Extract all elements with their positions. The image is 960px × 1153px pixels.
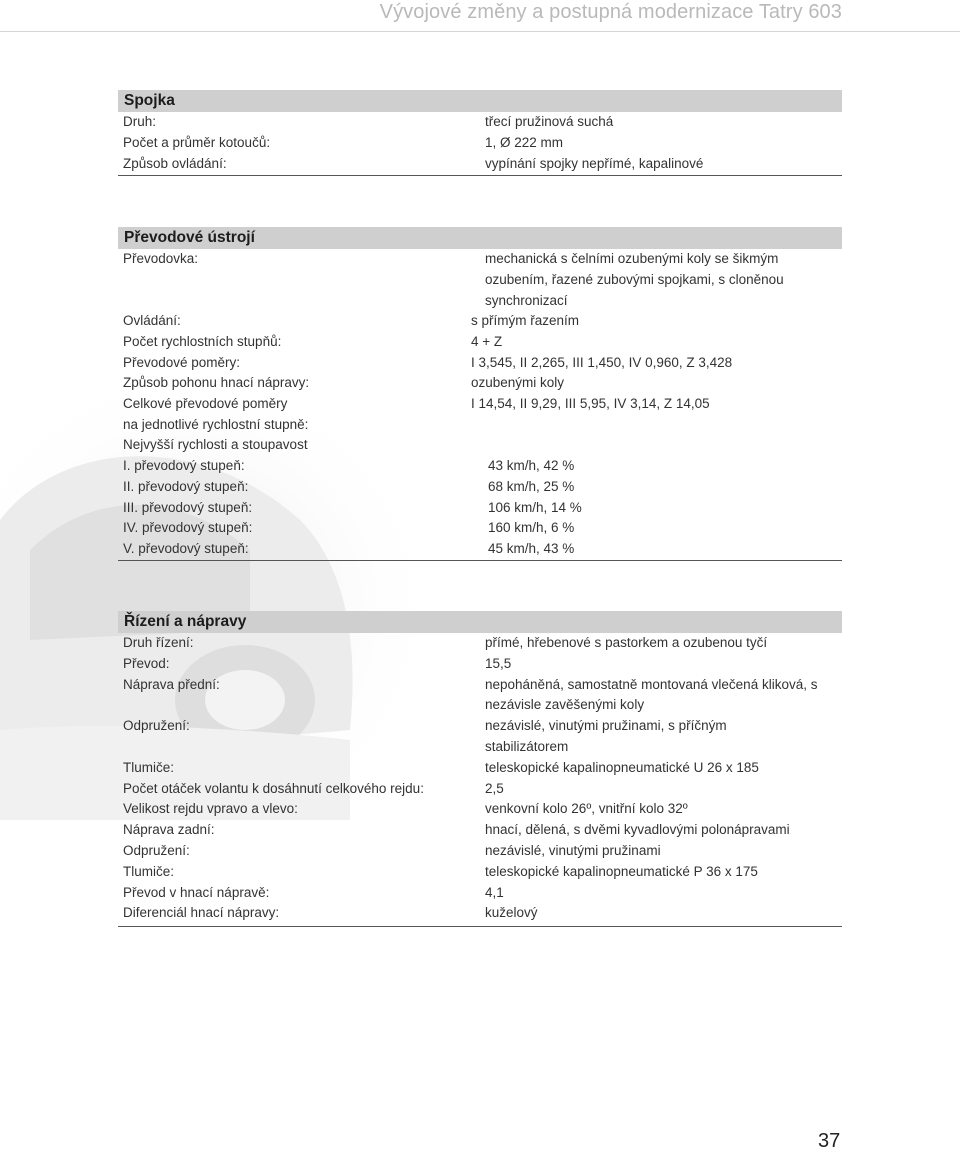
- spec-row: [118, 654, 842, 675]
- section-title: Převodové ústrojí: [118, 227, 842, 249]
- spec-label: Počet a průměr kotoučů:: [123, 134, 271, 150]
- spec-value: teleskopické kapalinopneumatické P 36 x 175: [485, 863, 758, 879]
- section-rizeni-a-napravy: [118, 611, 842, 927]
- section-title: Řízení a nápravy: [118, 611, 842, 633]
- spec-value: mechanická s čelními ozubenými koly se šikmým ozubením, řazené zubovými spojkami, s cloněnou synchronizací: [485, 251, 784, 308]
- header-rule: [0, 31, 960, 32]
- spec-label: Druh:: [123, 114, 157, 129]
- spec-label: Druh řízení:: [123, 635, 194, 650]
- spec-value: kuželový: [485, 905, 538, 921]
- spec-label: Odpružení:: [123, 718, 190, 734]
- spec-row: [118, 716, 842, 758]
- spec-value: 43 km/h, 42 %: [488, 457, 575, 473]
- spec-row: [118, 820, 842, 841]
- spec-value: nepoháněná, samostatně montovaná vlečená kliková, s nezávisle zavěšenými koly: [485, 676, 818, 713]
- spec-value: 45 km/h, 43 %: [488, 541, 575, 557]
- spec-label: Tlumiče:: [123, 759, 175, 775]
- spec-row: [118, 311, 842, 332]
- spec-row: [118, 373, 842, 394]
- spec-value: hnací, dělená, s dvěmi kyvadlovými polonápravami: [485, 822, 790, 838]
- spec-label: Převod:: [123, 655, 170, 671]
- spec-row: [118, 758, 842, 779]
- section-prevodove-ustroji: [118, 227, 842, 561]
- spec-row: [118, 799, 842, 820]
- spec-row: [118, 633, 842, 654]
- spec-value: venkovní kolo 26º, vnitřní kolo 32º: [485, 801, 688, 817]
- spec-label: Převod v hnací nápravě:: [123, 884, 270, 900]
- spec-label: V. převodový stupeň:: [123, 541, 249, 557]
- spec-label: IV. převodový stupeň:: [123, 520, 253, 536]
- spec-label: II. převodový stupeň:: [123, 478, 249, 494]
- spec-label: Způsob ovládání:: [123, 155, 227, 171]
- spec-label: Převodové poměry:: [123, 354, 241, 370]
- spec-value: vypínání spojky nepřímé, kapalinové: [485, 155, 704, 171]
- spec-label: Počet otáček volantu k dosáhnutí celkového rejdu:: [123, 780, 424, 796]
- spec-row: [118, 456, 842, 477]
- spec-label: Velikost rejdu vpravo a vlevo:: [123, 801, 298, 817]
- spec-row: [118, 353, 842, 374]
- spec-row: [118, 332, 842, 353]
- spec-label: I. převodový stupeň:: [123, 457, 245, 473]
- spec-row: [118, 477, 842, 498]
- section-title: Spojka: [118, 90, 842, 112]
- spec-label: Nejvyšší rychlosti a stoupavost: [123, 437, 308, 453]
- spec-value: 2,5: [485, 780, 504, 796]
- spec-row: [118, 903, 842, 924]
- spec-value: 4,1: [485, 884, 504, 900]
- spec-value: 1, Ø 222 mm: [485, 134, 564, 150]
- spec-value: ozubenými koly: [471, 375, 565, 391]
- spec-label: Způsob pohonu hnací nápravy:: [123, 375, 310, 391]
- spec-row: [118, 154, 842, 175]
- spec-row: [118, 133, 842, 154]
- spec-row: [118, 841, 842, 862]
- spec-row: [118, 883, 842, 904]
- spec-value: teleskopické kapalinopneumatické U 26 x 185: [485, 759, 759, 775]
- spec-row: [118, 112, 842, 133]
- spec-value: s přímým řazením: [471, 313, 580, 328]
- spec-row: [118, 435, 842, 456]
- spec-row: [118, 394, 842, 435]
- spec-value: I 3,545, II 2,265, III 1,450, IV 0,960, Z 3,428: [471, 354, 733, 370]
- spec-value: I 14,54, II 9,29, III 5,95, IV 3,14, Z 14,05: [471, 396, 710, 412]
- spec-value: přímé, hřebenové s pastorkem a ozubenou tyčí: [485, 635, 768, 650]
- spec-row: [118, 249, 842, 311]
- spec-row: [118, 862, 842, 883]
- spec-label: Náprava zadní:: [123, 822, 215, 838]
- spec-label: Tlumiče:: [123, 863, 175, 879]
- spec-value: nezávislé, vinutými pružinami, s příčným stabilizátorem: [485, 718, 727, 754]
- spec-row: [118, 675, 842, 717]
- spec-value: 68 km/h, 25 %: [488, 478, 575, 494]
- spec-label: III. převodový stupeň:: [123, 499, 253, 515]
- spec-label: Převodovka:: [123, 251, 199, 266]
- spec-value: třecí pružinová suchá: [485, 114, 614, 129]
- spec-value: 15,5: [485, 655, 512, 671]
- section-spojka: [118, 90, 842, 176]
- spec-label: Náprava přední:: [123, 676, 220, 692]
- spec-label: Odpružení:: [123, 842, 190, 858]
- spec-row: [118, 498, 842, 519]
- spec-value: 160 km/h, 6 %: [488, 520, 575, 536]
- spec-value: 106 km/h, 14 %: [488, 499, 582, 515]
- page-number: 37: [818, 1130, 841, 1152]
- spec-value: 4 + Z: [471, 333, 503, 349]
- spec-label: Celkové převodové poměry: [123, 396, 288, 412]
- running-header-title: Vývojové změny a postupná modernizace Tatry 603: [379, 1, 842, 23]
- spec-label: Ovládání:: [123, 313, 181, 328]
- spec-value: nezávislé, vinutými pružinami: [485, 842, 661, 858]
- spec-label-line2: na jednotlivé rychlostní stupně:: [123, 416, 309, 432]
- spec-row: [118, 518, 842, 539]
- spec-label: Počet rychlostních stupňů:: [123, 333, 282, 349]
- spec-row: [118, 779, 842, 800]
- spec-label: Diferenciál hnací nápravy:: [123, 905, 280, 921]
- spec-row: [118, 539, 842, 560]
